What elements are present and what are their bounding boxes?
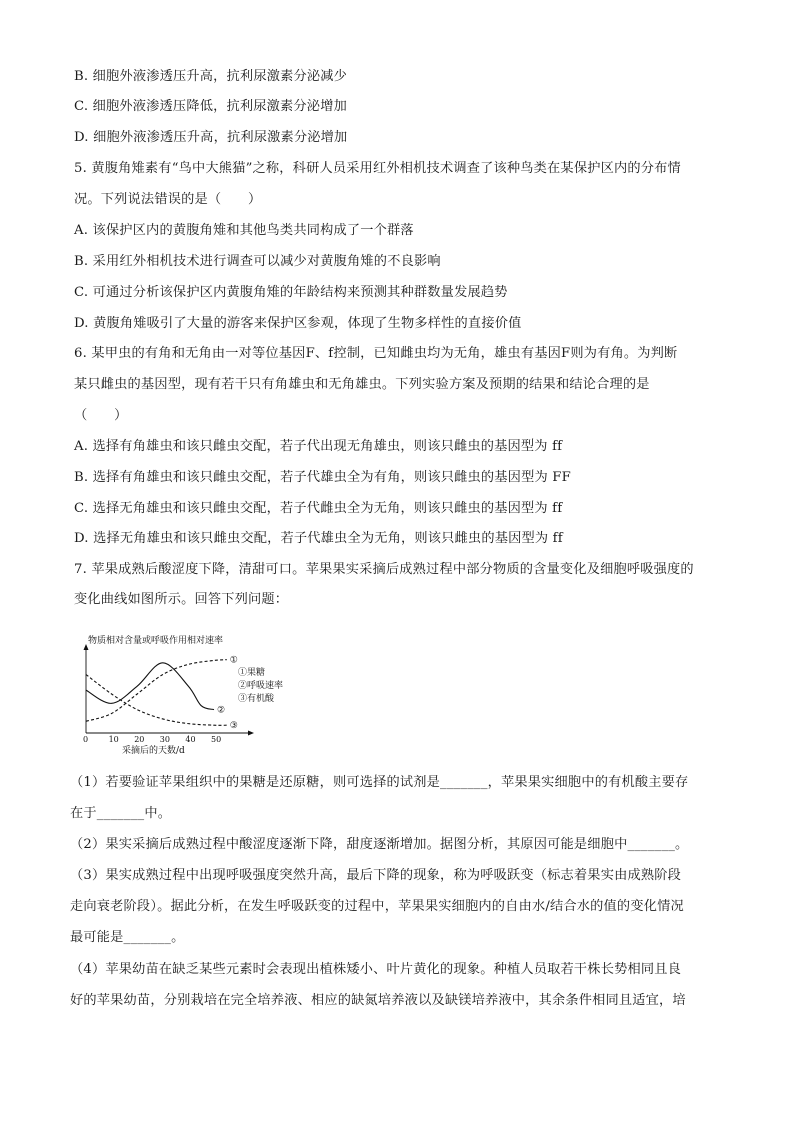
chart-legend bbox=[238, 666, 283, 704]
subquestion-line-3: （2）果实采摘后成熟过程中酸涩度逐渐下降，甜度逐渐增加。据图分析，其原因可能是细胞中_______。 bbox=[70, 837, 689, 852]
text-line-15: C. 选择无角雄虫和该只雌虫交配，若子代雌虫全为无角，则该只雌虫的基因型为 ff bbox=[74, 501, 563, 516]
x-axis-arrow bbox=[248, 731, 254, 736]
series-marker-2: ② bbox=[217, 705, 226, 716]
text-line-9: D. 黄腹角雉吸引了大量的游客来保护区参观，体现了生物多样性的直接价值 bbox=[74, 316, 522, 331]
text-line-10: 6. 某甲虫的有角和无角由一对等位基因F、f控制，已知雌虫均为无角，雄虫有基因F则为有角。为判断 bbox=[74, 346, 678, 361]
text-line-17: 7. 苹果成熟后酸涩度下降，清甜可口。苹果果实采摘后成熟过程中部分物质的含量变化及细胞呼吸强度的 bbox=[74, 562, 694, 577]
subquestion-line-7: （4）苹果幼苗在缺乏某些元素时会表现出植株矮小、叶片黄化的现象。种植人员取若干株长势相同且良 bbox=[70, 962, 682, 977]
chart-title: 物质相对含量或呼吸作用相对速率 bbox=[88, 636, 224, 646]
subquestion-line-6: 最可能是_______。 bbox=[70, 930, 185, 945]
text-line-18: 变化曲线如图所示。回答下列问题： bbox=[74, 592, 289, 607]
text-line-1: B. 细胞外液渗透压升高，抗利尿激素分泌减少 bbox=[74, 69, 348, 84]
text-line-4: 5. 黄腹角雉素有“鸟中大熊猫”之称，科研人员采用红外相机技术调查了该种鸟类在某保护区内的分布情 bbox=[74, 161, 681, 176]
chart-curves bbox=[86, 660, 227, 726]
x-tick-30: 30 bbox=[159, 735, 170, 744]
text-line-8: C. 可通过分析该保护区内黄腹角雉的年龄结构来预测其种群数量发展趋势 bbox=[74, 285, 508, 300]
x-tick-10: 10 bbox=[108, 735, 119, 744]
subquestion-line-5: 走向衰老阶段）。据此分析，在发生呼吸跃变的过程中，苹果果实细胞内的自由水/结合水的值的变化情况 bbox=[70, 899, 684, 914]
series-curve-3 bbox=[86, 675, 227, 726]
text-line-14: B. 选择有角雄虫和该只雌虫交配，若子代雄虫全为有角，则该只雌虫的基因型为 FF bbox=[74, 470, 571, 485]
text-line-12: （ ） bbox=[74, 408, 128, 423]
x-axis-label: 采摘后的天数/d bbox=[122, 746, 185, 756]
x-tick-0: 0 bbox=[83, 735, 89, 744]
subquestion-line-4: （3）果实成熟过程中出现呼吸强度突然升高，最后下降的现象，称为呼吸跃变（标志着果实由成熟阶段 bbox=[70, 868, 682, 883]
subquestion-line-1: （1）若要验证苹果组织中的果糖是还原糖，则可选择的试剂是_______，苹果果实细胞中的有机酸主要存 bbox=[70, 775, 689, 790]
x-tick-40: 40 bbox=[185, 735, 196, 744]
subquestion-line-2: 在于_______中。 bbox=[70, 806, 172, 821]
curve-markers bbox=[217, 656, 238, 732]
series-marker-1: ① bbox=[229, 655, 238, 666]
text-line-7: B. 采用红外相机技术进行调查可以减少对黄腹角雉的不良影响 bbox=[74, 254, 441, 269]
text-line-16: D. 选择无角雄虫和该只雌虫交配，若子代雄虫全为无角，则该只雌虫的基因型为 ff bbox=[74, 531, 563, 546]
chart-figure bbox=[70, 630, 284, 756]
x-tick-50: 50 bbox=[211, 735, 222, 744]
text-line-13: A. 选择有角雄虫和该只雌虫交配，若子代出现无角雄虫，则该只雌虫的基因型为 ff bbox=[74, 439, 563, 454]
x-tick-labels bbox=[83, 735, 221, 744]
series-curve-2 bbox=[86, 663, 214, 710]
text-line-5: 况。下列说法错误的是（ ） bbox=[74, 192, 262, 207]
legend-item-1: ①果糖 bbox=[238, 668, 266, 678]
legend-item-2: ②呼吸速率 bbox=[238, 681, 284, 691]
text-line-11: 某只雌虫的基因型，现有若干只有角雄虫和无角雄虫。下列实验方案及预期的结果和结论合理的是 bbox=[74, 377, 650, 392]
series-marker-3: ③ bbox=[229, 721, 238, 732]
text-line-2: C. 细胞外液渗透压降低，抗利尿激素分泌增加 bbox=[74, 99, 347, 114]
x-tick-20: 20 bbox=[134, 735, 145, 744]
legend-item-3: ③有机酸 bbox=[238, 694, 275, 704]
text-line-6: A. 该保护区内的黄腹角雉和其他鸟类共同构成了一个群落 bbox=[74, 223, 414, 238]
subquestion-line-8: 好的苹果幼苗，分别栽培在完全培养液、相应的缺氮培养液以及缺镁培养液中，其余条件相同且适宜，培 bbox=[70, 993, 686, 1008]
text-line-3: D. 细胞外液渗透压升高，抗利尿激素分泌增加 bbox=[74, 130, 348, 145]
